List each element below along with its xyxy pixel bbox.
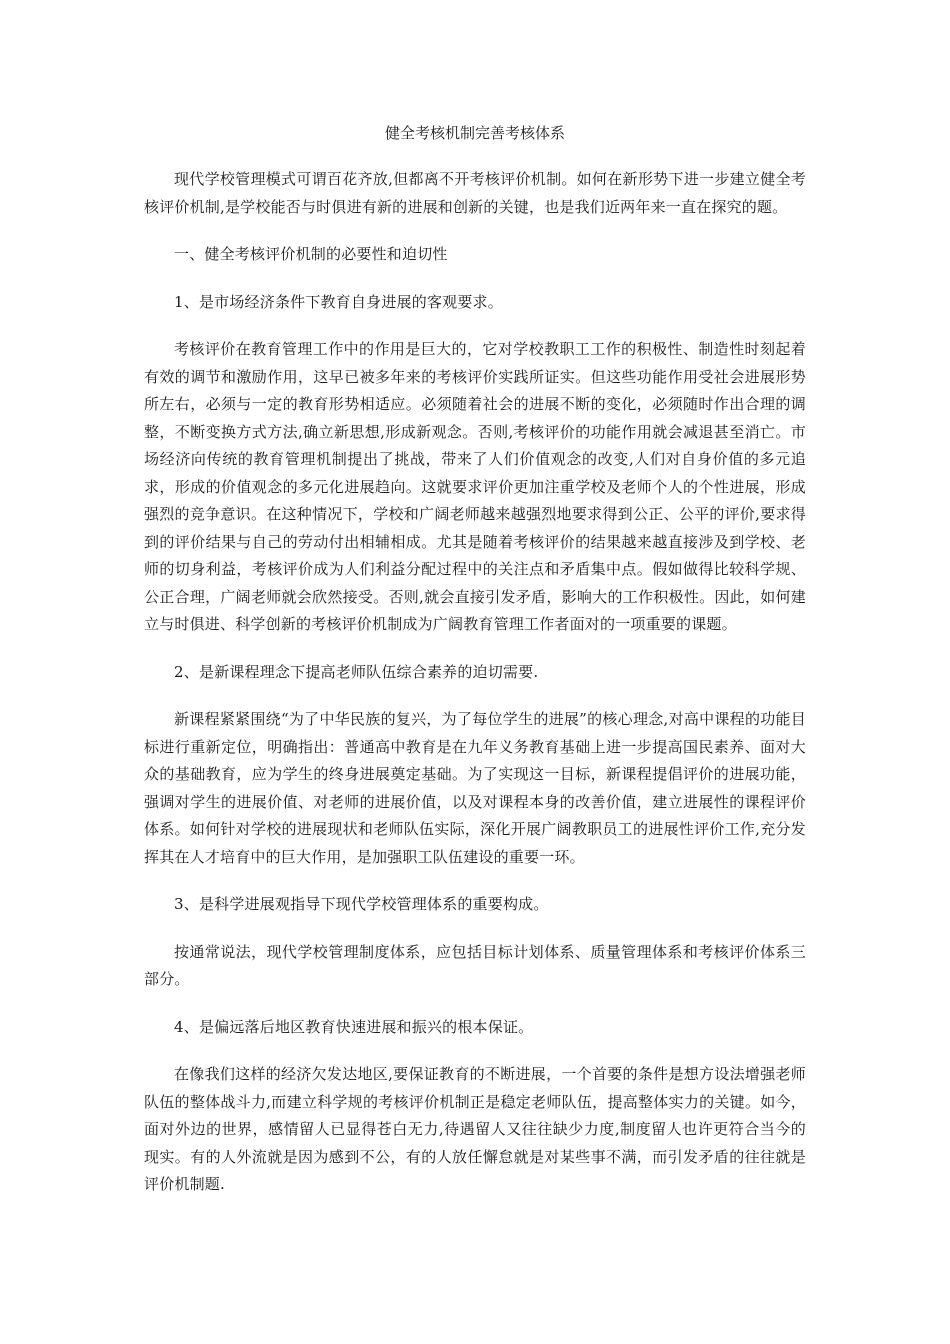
section-heading-1: 一、健全考核评价机制的必要性和迫切性: [174, 245, 448, 263]
intro-paragraph: 现代学校管理模式可谓百花齐放,但都离不开考核评价机制。如何在新形势下进一步建立健全考核评价机制,是学校能否与时俱进有新的进展和创新的关键，也是我们近两年来一直在探究的题。: [144, 170, 806, 216]
body-paragraph-3: 按通常说法，现代学校管理制度体系，应包括目标计划体系、质量管理体系和考核评价体系三部分。: [144, 942, 806, 988]
body-paragraph-1: 考核评价在教育管理工作中的作用是巨大的，它对学校教职工工作的积极性、制造性时刻起着有效的调节和激励作用，这早已被多年来的考核评价实践所证实。但这些功能作用受社会进展形势所左右，必须与一定的教育形势相适应。必须随着社会的进展不断的变化，必须随时作出合理的调整，不断变换方式方法,确立新思想,形成新观念。否则,考核评价的功能作用就会减退甚至消亡。市场经济向传统的教育管理机制提出了挑战，带来了人们价值观念的改变,人们对自身价值的多元追求，形成的价值观念的多元化进展趋向。这就要求评价更加注重学校及老师个人的个性进展，形成强烈的竞争意识。在这种情况下，学校和广阔老师越来越强烈地要求得到公正、公平的评价,要求得到的评价结果与自己的劳动付出相辅相成。尤其是随着考核评价的结果越来越直接涉及到学校、老师的切身利益，考核评价成为人们利益分配过程中的关注点和矛盾集中点。假如做得比较科学规、公正合理，广阔老师就会欣然接受。否则,就会直接引发矛盾，影响大的工作积极性。因此，如何建立与时俱进、科学创新的考核评价机制成为广阔教育管理工作者面对的一项重要的课题。: [144, 340, 806, 633]
subheading-1: 1、是市场经济条件下教育自身进展的客观要求。: [174, 292, 503, 311]
subheading-3: 3、是科学进展观指导下现代学校管理体系的重要构成。: [174, 895, 549, 913]
body-paragraph-4: 在像我们这样的经济欠发达地区,要保证教育的不断进展，一个首要的条件是想方设法增强老师队伍的整体战斗力,而建立科学规的考核评价机制正是稳定老师队伍，提高整体实力的关键。如今，面对外边的世界，感情留人已显得苍白无力,待遇留人又往往缺少力度,制度留人也许更符合当今的现实。有的人外流就是因为感到不公，有的人放任懈怠就是对某些事不满，而引发矛盾的往往就是评价机制题.: [144, 1065, 806, 1193]
subheading-2: 2、是新课程理念下提高老师队伍综合素养的迫切需要.: [174, 662, 539, 681]
subheading-4: 4、是偏远落后地区教育快速进展和振兴的根本保证。: [174, 1017, 534, 1036]
document-page: [144, 120, 806, 1219]
body-paragraph-2: 新课程紧紧围绕“为了中华民族的复兴，为了每位学生的进展”的核心理念,对高中课程的功能目标进行重新定位，明确指出：普通高中教育是在九年义务教育基础上进一步提高国民素养、面对大众的基础教育，应为学生的终身进展奠定基础。为了实现这一目标，新课程提倡评价的进展功能，强调对学生的进展价值、对老师的进展价值，以及对课程本身的改善价值，建立进展性的课程评价体系。如何针对学校的进展现状和老师队伍实际，深化开展广阔教职员工的进展性评价工作,充分发挥其在人才培育中的巨大作用，是加强职工队伍建设的重要一环。: [144, 710, 806, 866]
document-title: 健全考核机制完善考核体系: [384, 124, 565, 142]
